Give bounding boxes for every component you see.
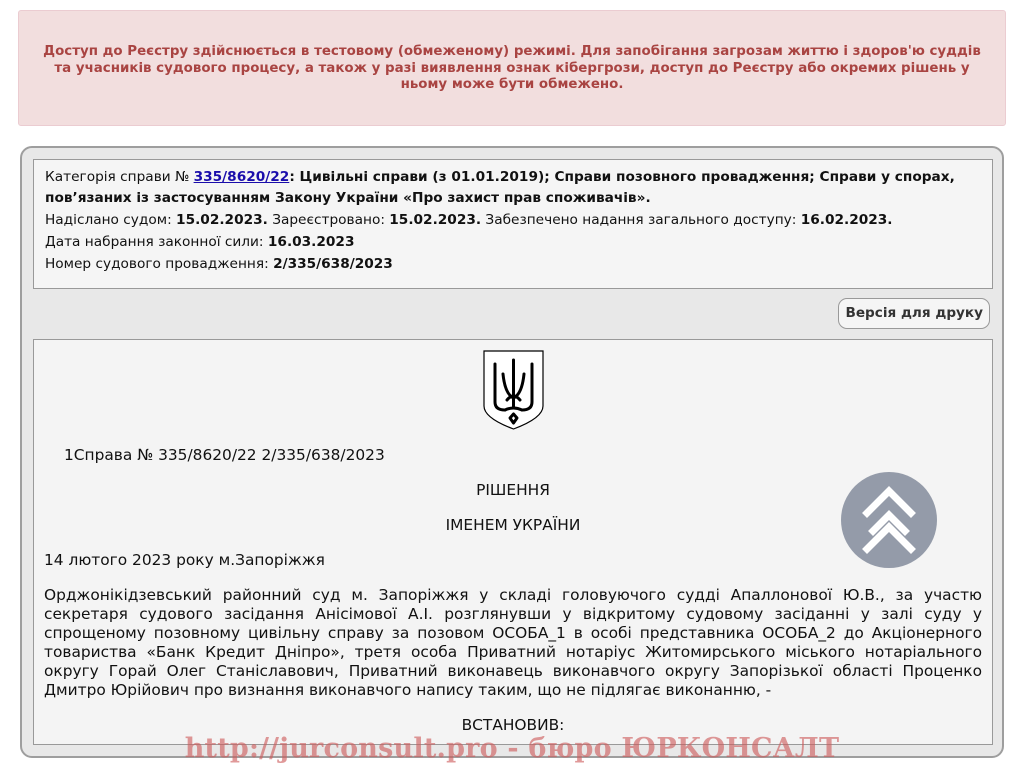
date-place-line: 14 лютого 2023 року м.Запоріжжя [44,551,325,569]
case-dates-line [45,210,981,231]
ukraine-coat-of-arms-icon [483,350,544,430]
effective-date-line [45,232,981,253]
case-number-line: 1Справа № 335/8620/22 2/335/638/2023 [64,446,385,464]
in-the-name-heading: ІМЕНЕМ УКРАЇНИ [445,516,581,534]
decision-panel [20,146,1004,758]
established-heading: ВСТАНОВИВ: [461,716,565,734]
access-warning-text: Доступ до Реєстру здійснюється в тестовому (обмеженому) режимі. Для запобігання загрозам життю і здоров'ю суддів та учасників судового процесу, а також у разі виявлення ознак кібергрози, доступ до Реєстру або окремих рішень у ньому може бути обмежено. [43,44,981,92]
case-category-label: Категорія справи № [45,169,194,185]
sent-label: Надіслано судом: [45,212,177,228]
proceeding-number: 2/335/638/2023 [273,256,393,272]
jurconsult-logo-icon [837,468,941,572]
registered-date: 15.02.2023. [389,212,482,228]
case-category-value: : Цивільні справи (з 01.01.2019); Справи позовного провадження; Справи у спорах, пов’язаних із застосуванням Закону України «Про захист прав споживачів». [45,169,955,206]
effective-date-label: Дата набрання законної сили: [45,234,268,250]
public-access-date: 16.02.2023. [800,212,893,228]
site-watermark-text: http://jurconsult.pro - бюро ЮРКОНСАЛТ [184,733,840,764]
proceeding-number-line [45,254,981,275]
decision-title: РІШЕННЯ [476,481,550,499]
access-warning-banner [18,10,1006,126]
registered-label: Зареєстровано: [267,212,390,228]
effective-date: 16.03.2023 [267,234,355,250]
public-access-label: Забезпечено надання загального доступу: [481,212,801,228]
proceeding-number-label: Номер судового провадження: [45,256,274,272]
case-category-line [45,167,981,209]
case-info-box [33,159,993,289]
case-number-link[interactable]: 335/8620/22 [193,169,290,185]
decision-intro-paragraph: Орджонікідзевський районний суд м. Запоріжжя у складі головуючого судді Апаллонової Ю.В., за участю секретаря судового засідання Анісімової А.І. розглянувши у відкритому судовому засіданні у залі суду у спрощеному позовному цивільну справу за позовом ОСОБА_1 в особі представника ОСОБА_2 до Акціонерного товариства «Банк Кредит Дніпро», третя особа Приватний нотаріус Житомирського міського нотаріального округу Горай Олег Станіславович, Приватний виконавець виконавчого округу Запорізької області Проценко Дмитро Юрійович про визнання виконавчого напису таким, що не підлягає виконанню, - [44,586,982,699]
print-version-button[interactable]: Версія для друку [838,298,990,329]
sent-date: 15.02.2023. [176,212,268,228]
